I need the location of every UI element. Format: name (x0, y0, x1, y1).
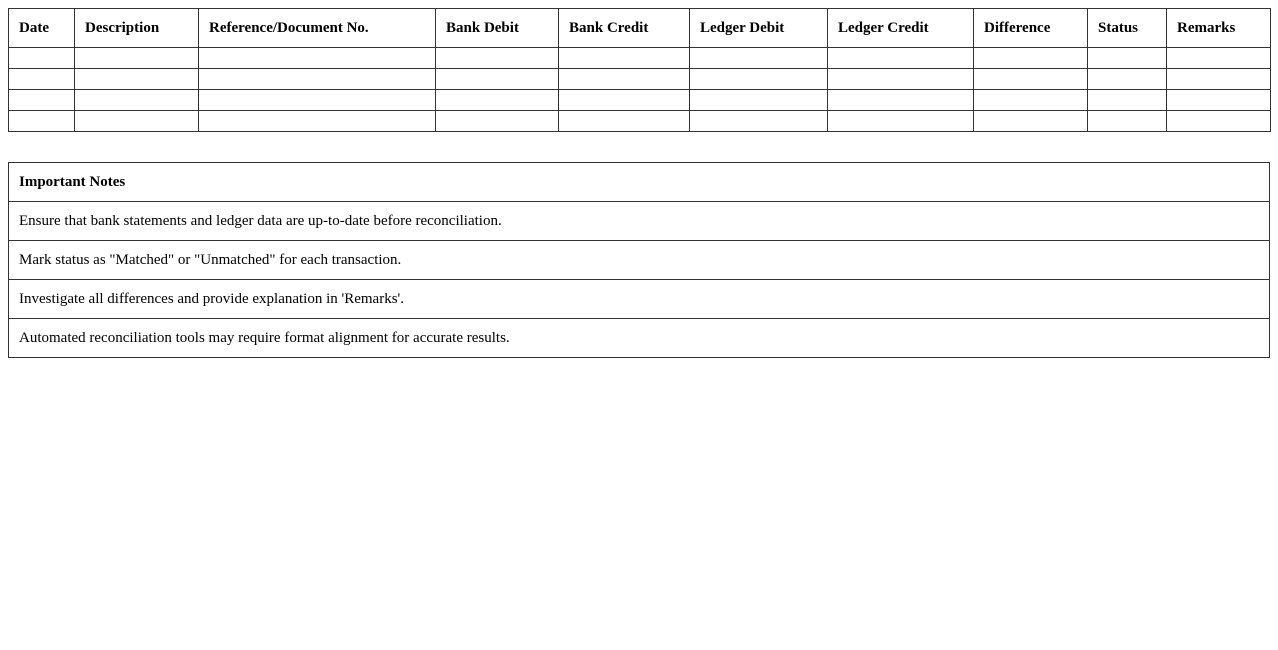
cell-reference[interactable] (199, 90, 436, 111)
column-header-date: Date (9, 9, 75, 48)
table-row (9, 69, 1271, 90)
cell-description[interactable] (75, 48, 199, 69)
table-header-row (9, 9, 1271, 48)
note-item: Investigate all differences and provide explanation in 'Remarks'. (9, 280, 1270, 319)
cell-bank-credit[interactable] (559, 90, 690, 111)
cell-ledger-credit[interactable] (828, 90, 974, 111)
note-row (9, 241, 1270, 280)
cell-difference[interactable] (974, 69, 1088, 90)
cell-bank-credit[interactable] (559, 48, 690, 69)
notes-header-row (9, 163, 1270, 202)
cell-reference[interactable] (199, 111, 436, 132)
column-header-status: Status (1088, 9, 1167, 48)
cell-status[interactable] (1088, 48, 1167, 69)
notes-heading: Important Notes (9, 163, 1270, 202)
note-item: Automated reconciliation tools may require format alignment for accurate results. (9, 319, 1270, 358)
cell-description[interactable] (75, 69, 199, 90)
cell-remarks[interactable] (1167, 48, 1271, 69)
table-row (9, 111, 1271, 132)
column-header-ledger-debit: Ledger Debit (690, 9, 828, 48)
cell-ledger-debit[interactable] (690, 69, 828, 90)
note-row (9, 319, 1270, 358)
cell-bank-debit[interactable] (436, 111, 559, 132)
cell-difference[interactable] (974, 48, 1088, 69)
column-header-ledger-credit: Ledger Credit (828, 9, 974, 48)
cell-reference[interactable] (199, 69, 436, 90)
cell-date[interactable] (9, 69, 75, 90)
cell-date[interactable] (9, 48, 75, 69)
cell-bank-debit[interactable] (436, 69, 559, 90)
cell-status[interactable] (1088, 111, 1167, 132)
column-header-bank-credit: Bank Credit (559, 9, 690, 48)
cell-difference[interactable] (974, 111, 1088, 132)
important-notes-table (8, 162, 1270, 358)
column-header-bank-debit: Bank Debit (436, 9, 559, 48)
column-header-difference: Difference (974, 9, 1088, 48)
cell-ledger-credit[interactable] (828, 111, 974, 132)
cell-bank-credit[interactable] (559, 111, 690, 132)
cell-date[interactable] (9, 111, 75, 132)
cell-date[interactable] (9, 90, 75, 111)
cell-difference[interactable] (974, 90, 1088, 111)
cell-ledger-credit[interactable] (828, 48, 974, 69)
cell-description[interactable] (75, 90, 199, 111)
table-row (9, 48, 1271, 69)
note-row (9, 280, 1270, 319)
reconciliation-table (8, 8, 1271, 132)
cell-ledger-debit[interactable] (690, 48, 828, 69)
cell-ledger-debit[interactable] (690, 111, 828, 132)
column-header-remarks: Remarks (1167, 9, 1271, 48)
cell-remarks[interactable] (1167, 69, 1271, 90)
cell-description[interactable] (75, 111, 199, 132)
note-item: Mark status as "Matched" or "Unmatched" for each transaction. (9, 241, 1270, 280)
note-row (9, 202, 1270, 241)
cell-bank-debit[interactable] (436, 48, 559, 69)
cell-ledger-credit[interactable] (828, 69, 974, 90)
cell-reference[interactable] (199, 48, 436, 69)
column-header-reference: Reference/Document No. (199, 9, 436, 48)
note-item: Ensure that bank statements and ledger data are up-to-date before reconciliation. (9, 202, 1270, 241)
cell-status[interactable] (1088, 69, 1167, 90)
column-header-description: Description (75, 9, 199, 48)
table-row (9, 90, 1271, 111)
cell-bank-credit[interactable] (559, 69, 690, 90)
cell-ledger-debit[interactable] (690, 90, 828, 111)
cell-bank-debit[interactable] (436, 90, 559, 111)
cell-status[interactable] (1088, 90, 1167, 111)
cell-remarks[interactable] (1167, 90, 1271, 111)
cell-remarks[interactable] (1167, 111, 1271, 132)
